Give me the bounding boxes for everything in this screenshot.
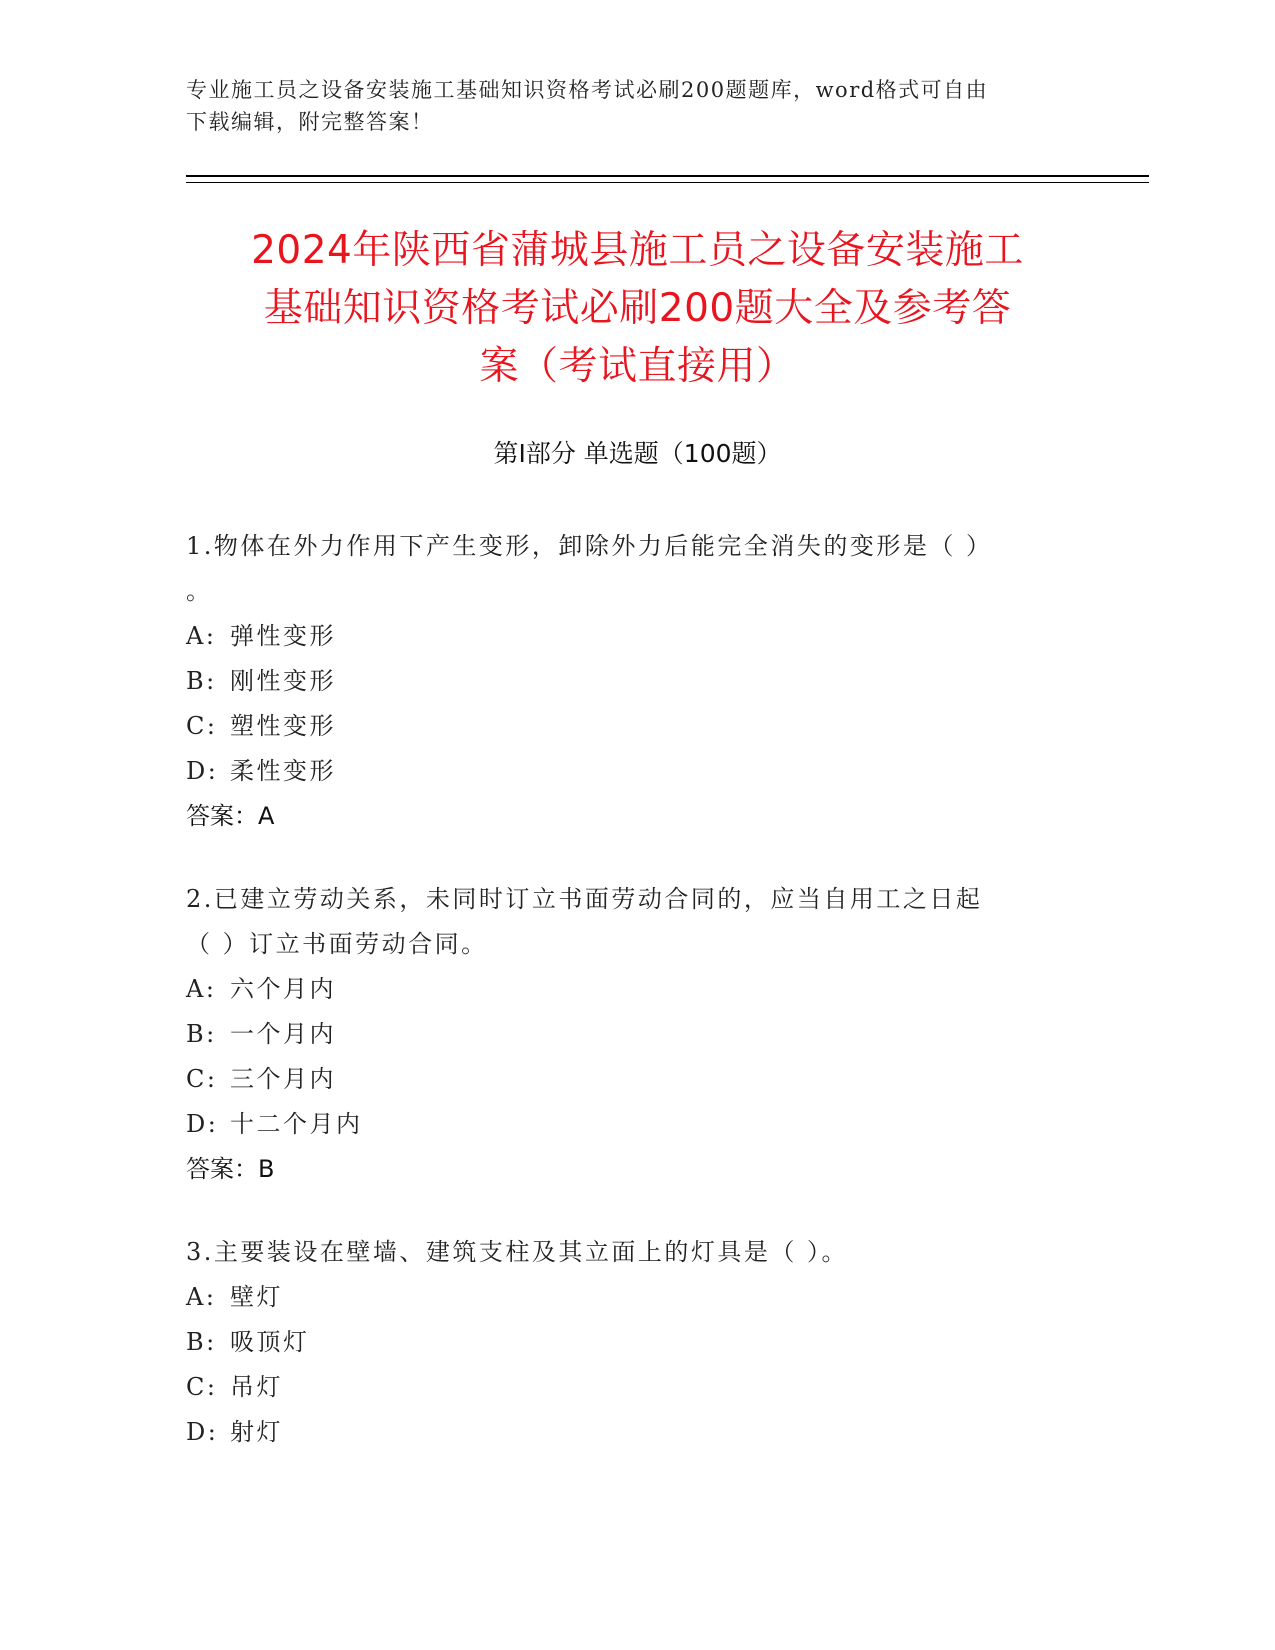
option-c (186, 704, 1086, 749)
option-d (186, 1410, 1086, 1455)
header-divider-thin (186, 182, 1149, 183)
question-text: 3.主要装设在壁墙、建筑支柱及其立面上的灯具是（ ）。 (186, 1238, 849, 1266)
header-note (186, 74, 1066, 138)
option-letter: C: (186, 1373, 218, 1401)
question-text: 1.物体在外力作用下产生变形，卸除外力后能完全消失的变形是（ ） (186, 532, 993, 560)
option-text: 吸顶灯 (230, 1328, 310, 1356)
option-a (186, 614, 1086, 659)
title-line: 基础知识资格考试必刷200题大全及参考答 (263, 286, 1012, 331)
option-letter: C: (186, 1065, 218, 1093)
option-letter: D: (186, 757, 219, 785)
option-b (186, 1012, 1086, 1057)
option-b (186, 659, 1086, 704)
option-letter: D: (186, 1418, 219, 1446)
title-line: 2024年陕西省蒲城县施工员之设备安装施工 (251, 228, 1024, 273)
answer-text: 答案：A (186, 802, 275, 830)
option-a (186, 967, 1086, 1012)
answer-text: 答案：B (186, 1155, 275, 1183)
option-letter: B: (186, 1020, 217, 1048)
option-text: 壁灯 (230, 1283, 283, 1311)
option-text: 刚性变形 (230, 667, 336, 695)
question-text: （ ）订立书面劳动合同。 (186, 930, 488, 958)
section-heading: 第Ⅰ部分 单选题（100题） (493, 439, 782, 468)
question-text: 。 (186, 577, 213, 605)
option-text: 六个月内 (230, 975, 336, 1003)
question-item (186, 1230, 1086, 1455)
option-letter: A: (186, 1283, 217, 1311)
option-letter: A: (186, 622, 217, 650)
option-letter: B: (186, 667, 217, 695)
option-d (186, 749, 1086, 794)
title-line: 案（考试直接用） (479, 344, 796, 389)
option-text: 十二个月内 (230, 1110, 363, 1138)
question-item (186, 524, 1086, 839)
option-text: 吊灯 (230, 1373, 283, 1401)
option-a (186, 1275, 1086, 1320)
option-letter: A: (186, 975, 217, 1003)
option-letter: D: (186, 1110, 219, 1138)
option-text: 塑性变形 (230, 712, 336, 740)
option-text: 柔性变形 (230, 757, 336, 785)
header-note-line: 专业施工员之设备安装施工基础知识资格考试必刷200题题库，word格式可自由 (186, 78, 989, 102)
option-b (186, 1320, 1086, 1365)
option-text: 弹性变形 (230, 622, 336, 650)
option-d (186, 1102, 1086, 1147)
option-letter: C: (186, 712, 218, 740)
option-text: 一个月内 (230, 1020, 336, 1048)
document-title (150, 222, 1125, 396)
option-c (186, 1057, 1086, 1102)
option-letter: B: (186, 1328, 217, 1356)
header-note-line: 下载编辑，附完整答案！ (186, 110, 434, 134)
question-text: 2.已建立劳动关系，未同时订立书面劳动合同的，应当自用工之日起 (186, 885, 983, 913)
header-divider-thick (186, 175, 1149, 177)
option-c (186, 1365, 1086, 1410)
option-text: 三个月内 (230, 1065, 336, 1093)
option-text: 射灯 (230, 1418, 283, 1446)
question-list (186, 524, 1086, 1493)
question-item (186, 877, 1086, 1192)
